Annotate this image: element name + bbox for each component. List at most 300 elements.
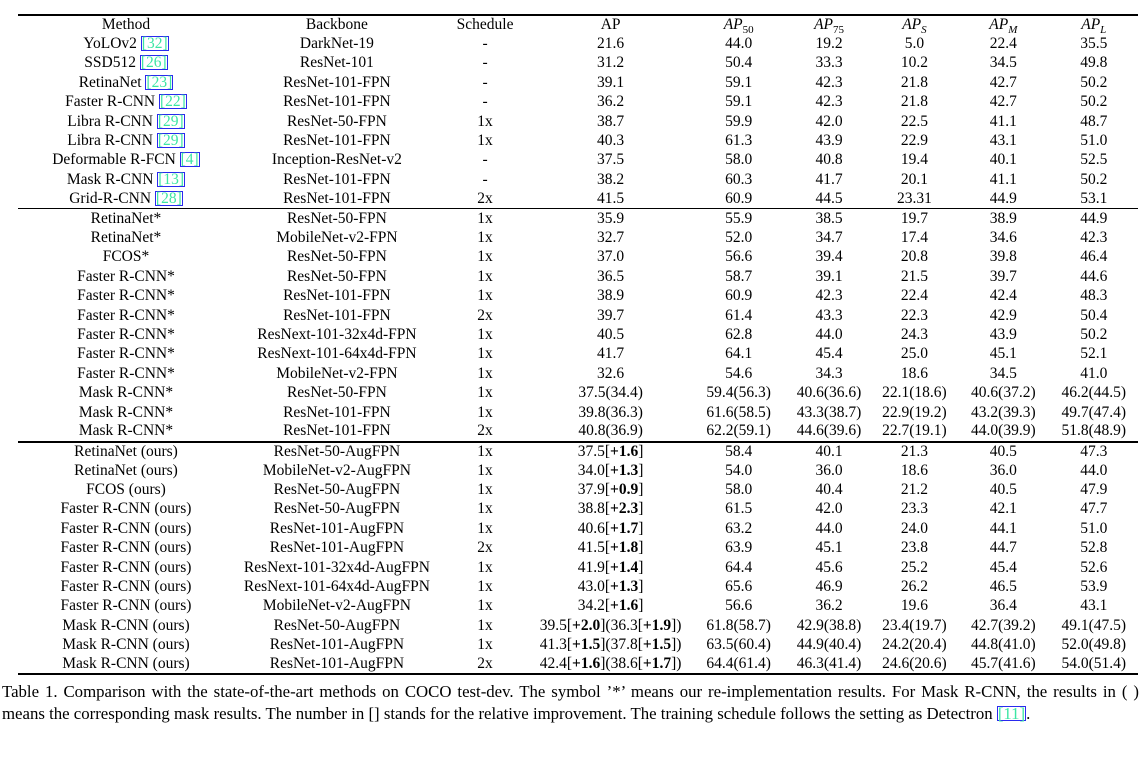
metric-cell: 34.0[+1.3] [577,461,644,479]
backbone-cell: ResNet-101-FPN [283,287,391,305]
backbone-cell: ResNet-101-AugFPN [269,636,405,654]
method-cell: FCOS (ours) [86,481,166,499]
backbone-cell: DarkNet-19 [299,35,374,53]
column-header-ap50: $AP_{50}$ [723,16,754,37]
backbone-cell: ResNet-50-FPN [286,248,387,266]
method-cell: Faster R-CNN* [77,364,175,382]
table-row [18,636,1138,655]
metric-cell: 50.2 [1080,93,1108,111]
backbone-cell: ResNet-50-FPN [286,384,387,402]
table-row [18,93,1138,112]
metric-cell: 44.0 [1080,461,1108,479]
backbone-cell: ResNet-50-AugFPN [273,616,401,634]
schedule-cell: 1x [477,558,493,576]
backbone-cell: ResNet-101-AugFPN [269,519,405,537]
method-cell: Faster R-CNN (ours) [60,500,192,518]
schedule-cell: - [482,35,488,53]
citation-link[interactable]: [29] [157,132,184,150]
metric-cell: 42.3 [815,73,843,91]
metric-cell: 53.9 [1080,578,1108,596]
table-row [18,422,1138,441]
column-header-backbone: Backbone [305,16,368,34]
method-cell: Faster R-CNN (ours) [60,539,192,557]
metric-cell: 38.5 [815,209,843,227]
schedule-cell: - [482,73,488,91]
metric-cell: 42.9(38.8) [796,616,862,634]
metric-cell: 59.9 [725,112,753,130]
metric-cell: 51.0 [1080,519,1108,537]
metric-cell: 41.0 [1080,364,1108,382]
metric-cell: 21.3 [900,442,928,460]
method-cell: Faster R-CNN* [77,287,175,305]
metric-cell: 61.3 [725,132,753,150]
metric-cell: 45.1 [989,345,1017,363]
metric-cell: 61.4 [725,306,753,324]
method-cell: Mask R-CNN* [78,403,174,421]
table-row [18,655,1138,674]
metric-cell: 25.0 [900,345,928,363]
metric-cell: 42.3 [815,93,843,111]
schedule-cell: 2x [477,422,493,440]
method-cell: Faster R-CNN* [77,267,175,285]
metric-cell: 21.8 [900,73,928,91]
metric-cell: 45.6 [815,558,843,576]
metric-cell: 22.7(19.1) [882,422,947,440]
method-cell: Faster R-CNN (ours) [60,597,192,615]
backbone-cell: MobileNet-v2-FPN [276,228,398,246]
method-cell: Libra R-CNN [29] [67,112,184,130]
metric-cell: 43.2(39.3) [971,403,1036,421]
table-row [18,306,1138,325]
backbone-cell: ResNet-50-FPN [286,267,387,285]
citation-link[interactable]: [26] [140,54,167,72]
metric-cell: 40.1 [989,151,1017,169]
backbone-cell: ResNet-50-AugFPN [273,442,401,460]
table-row [18,577,1138,596]
metric-cell: 51.0 [1080,132,1108,150]
method-cell: Faster R-CNN [22] [65,93,186,111]
metric-cell: 34.6 [989,228,1017,246]
metric-cell: 63.5(60.4) [706,636,771,654]
table-row [18,500,1138,519]
method-cell: SSD512 [26] [84,54,167,72]
column-header-aps: $AP_S$ [902,16,927,37]
metric-cell: 41.7 [597,345,625,363]
metric-cell: 39.1 [597,73,625,91]
method-cell: Libra R-CNN [29] [67,132,184,150]
backbone-cell: ResNext-101-64x4d-AugFPN [243,578,430,596]
metric-cell: 52.5 [1080,151,1108,169]
metric-cell: 58.7 [725,267,753,285]
schedule-cell: 1x [477,403,493,421]
metric-cell: 26.2 [900,578,928,596]
table-row [18,131,1138,150]
metric-cell: 38.9 [597,287,625,305]
schedule-cell: 1x [477,228,493,246]
backbone-cell: ResNet-101-FPN [283,189,391,207]
schedule-cell: 1x [477,384,493,402]
metric-cell: 20.1 [900,170,928,188]
table-row [18,73,1138,92]
citation-link[interactable]: [32] [141,35,168,53]
metric-cell: 24.0 [900,519,928,537]
metric-cell: 41.1 [989,112,1017,130]
column-header-ap75: $AP_{75}$ [814,16,845,37]
metric-cell: 36.4 [989,597,1017,615]
metric-cell: 59.1 [725,73,753,91]
method-cell: Mask R-CNN (ours) [62,616,190,634]
table-row [18,112,1138,131]
metric-cell: 60.9 [725,287,753,305]
method-cell: Mask R-CNN [13] [66,170,185,188]
metric-cell: 48.7 [1080,112,1108,130]
table-row [18,190,1138,209]
metric-cell: 42.3 [815,287,843,305]
metric-cell: 61.5 [725,500,753,518]
metric-cell: 41.3[+1.5](37.8[+1.5]) [539,636,682,654]
metric-cell: 50.2 [1080,170,1108,188]
metric-cell: 49.8 [1080,54,1108,72]
schedule-cell: 1x [477,636,493,654]
metric-cell: 38.7 [597,112,625,130]
method-cell: Mask R-CNN (ours) [62,655,190,673]
method-cell: RetinaNet [23] [78,73,173,91]
backbone-cell: ResNet-101-FPN [283,73,391,91]
citation-link[interactable]: [13] [158,170,185,188]
backbone-cell: ResNet-50-AugFPN [273,481,401,499]
metric-cell: 44.6(39.6) [796,422,862,440]
method-cell: Mask R-CNN* [78,422,174,440]
schedule-cell: 1x [477,364,493,382]
column-header-ap: AP [600,16,621,34]
schedule-cell: 1x [477,461,493,479]
method-cell: Faster R-CNN* [77,345,175,363]
schedule-cell: - [482,54,488,72]
metric-cell: 39.4 [815,248,843,266]
metric-cell: 62.2(59.1) [706,422,771,440]
citation-link[interactable]: [28] [155,189,182,207]
backbone-cell: ResNet-101-FPN [283,132,391,150]
column-header-schedule: Schedule [456,16,514,34]
table-row [18,558,1138,577]
metric-cell: 23.4(19.7) [882,616,947,634]
metric-cell: 40.5 [989,442,1017,460]
metric-cell: 60.3 [725,170,753,188]
method-cell: Faster R-CNN (ours) [60,558,192,576]
metric-cell: 43.3 [815,306,843,324]
metric-cell: 37.5[+1.6] [577,442,644,460]
metric-cell: 49.1(47.5) [1061,616,1127,634]
metric-cell: 50.4 [1080,306,1108,324]
schedule-cell: 1x [477,616,493,634]
metric-cell: 39.5[+2.0](36.3[+1.9]) [539,616,682,634]
method-cell: YoLOv2 [32] [83,35,168,53]
schedule-cell: 1x [477,442,493,460]
metric-cell: 42.3 [1080,228,1108,246]
citation-link[interactable]: [4] [180,151,199,169]
metric-cell: 46.9 [815,578,843,596]
metric-cell: 42.4 [989,287,1017,305]
metric-cell: 52.1 [1080,345,1108,363]
metric-cell: 39.7 [989,267,1017,285]
metric-cell: 47.9 [1080,481,1108,499]
schedule-cell: - [482,170,488,188]
table-row [18,442,1138,461]
metric-cell: 37.9[+0.9] [577,481,644,499]
schedule-cell: 1x [477,132,493,150]
results-table [18,14,1138,675]
metric-cell: 63.9 [725,539,753,557]
metric-cell: 22.3 [900,306,928,324]
metric-cell: 46.2(44.5) [1061,384,1127,402]
schedule-cell: 1x [477,481,493,499]
metric-cell: 45.7(41.6) [971,655,1036,673]
metric-cell: 46.3(41.4) [796,655,862,673]
schedule-cell: - [482,151,488,169]
metric-cell: 61.8(58.7) [706,616,771,634]
metric-cell: 38.8[+2.3] [577,500,644,518]
table-row [18,480,1138,499]
metric-cell: 44.9(40.4) [796,636,862,654]
column-header-apm: $AP_M$ [989,16,1018,37]
metric-cell: 36.0 [989,461,1017,479]
metric-cell: 58.0 [725,151,753,169]
schedule-cell: 2x [477,655,493,673]
backbone-cell: ResNext-101-32x4d-FPN [257,325,417,343]
metric-cell: 34.5 [989,364,1017,382]
metric-cell: 44.1 [989,519,1017,537]
metric-cell: 40.6(37.2) [971,384,1036,402]
metric-cell: 43.0[+1.3] [577,578,644,596]
metric-cell: 34.3 [815,364,843,382]
backbone-cell: ResNet-101-FPN [283,170,391,188]
metric-cell: 53.1 [1080,189,1108,207]
schedule-cell: 1x [477,519,493,537]
column-header-method: Method [101,16,151,34]
table-row [18,383,1138,402]
metric-cell: 24.3 [900,325,928,343]
method-cell: RetinaNet* [90,228,162,246]
backbone-cell: ResNet-101 [299,54,374,72]
column-header-apl: $AP_L$ [1081,16,1107,37]
metric-cell: 39.8 [989,248,1017,266]
metric-cell: 35.5 [1080,35,1108,53]
metric-cell: 33.3 [815,54,843,72]
metric-cell: 18.6 [900,364,928,382]
table-caption: Table 1. Comparison with the state-of-the-art methods on COCO test-dev. The symbol ’*’ means our re-implementation results. For Mask R-CNN, the results in ( ) means the corresponding mask results. The number in [] stands for the relative improvement. The training schedule follows the setting as Detectron [11]. [2,682,1139,724]
metric-cell: 17.4 [900,228,928,246]
metric-cell: 23.8 [900,539,928,557]
metric-cell: 36.2 [597,93,625,111]
metric-cell: 32.6 [597,364,625,382]
metric-cell: 48.3 [1080,287,1108,305]
metric-cell: 21.8 [900,93,928,111]
metric-cell: 44.0(39.9) [971,422,1036,440]
metric-cell: 20.8 [900,248,928,266]
metric-cell: 43.1 [989,132,1017,150]
metric-cell: 44.7 [989,539,1017,557]
metric-cell: 19.6 [900,597,928,615]
method-cell: Mask R-CNN (ours) [62,636,190,654]
schedule-cell: 1x [477,267,493,285]
metric-cell: 39.7 [597,306,625,324]
backbone-cell: ResNext-101-64x4d-FPN [257,345,417,363]
metric-cell: 61.6(58.5) [706,403,771,421]
metric-cell: 44.0 [815,325,843,343]
table-row [18,597,1138,616]
backbone-cell: ResNext-101-32x4d-AugFPN [243,558,430,576]
metric-cell: 22.1(18.6) [882,384,947,402]
metric-cell: 47.7 [1080,500,1108,518]
schedule-cell: 1x [477,112,493,130]
metric-cell: 58.0 [725,481,753,499]
metric-cell: 58.4 [725,442,753,460]
metric-cell: 10.2 [900,54,928,72]
metric-cell: 65.6 [725,578,753,596]
metric-cell: 37.5(34.4) [578,384,643,402]
metric-cell: 40.8 [815,151,843,169]
method-cell: RetinaNet* [90,209,162,227]
citation-link[interactable]: [29] [157,112,184,130]
schedule-cell: 1x [477,287,493,305]
metric-cell: 44.5 [815,189,843,207]
metric-cell: 40.5 [989,481,1017,499]
backbone-cell: MobileNet-v2-AugFPN [262,461,411,479]
citation-link[interactable]: [22] [159,93,186,111]
metric-cell: 22.9 [900,132,928,150]
metric-cell: 54.0(51.4) [1061,655,1127,673]
backbone-cell: ResNet-50-FPN [286,209,387,227]
table-row [18,519,1138,538]
schedule-cell: 1x [477,325,493,343]
metric-cell: 56.6 [725,248,753,266]
backbone-cell: ResNet-101-FPN [283,93,391,111]
metric-cell: 31.2 [597,54,625,72]
metric-cell: 39.8(36.3) [578,403,643,421]
schedule-cell: 1x [477,597,493,615]
metric-cell: 24.6(20.6) [882,655,947,673]
metric-cell: 38.9 [989,209,1017,227]
metric-cell: 42.7 [989,93,1017,111]
table-section-ours [18,442,1138,675]
metric-cell: 42.1 [989,500,1017,518]
metric-cell: 50.2 [1080,73,1108,91]
backbone-cell: ResNet-101-FPN [283,306,391,324]
table-row [18,54,1138,73]
metric-cell: 41.9[+1.4] [577,558,644,576]
metric-cell: 42.9 [989,306,1017,324]
table-row [18,151,1138,170]
table-row [18,209,1138,228]
backbone-cell: ResNet-101-FPN [283,403,391,421]
metric-cell: 34.7 [815,228,843,246]
metric-cell: 60.9 [725,189,753,207]
metric-cell: 24.2(20.4) [882,636,947,654]
metric-cell: 63.2 [725,519,753,537]
schedule-cell: 1x [477,248,493,266]
metric-cell: 44.6 [1080,267,1108,285]
metric-cell: 40.5 [597,325,625,343]
metric-cell: 43.3(38.7) [796,403,862,421]
metric-cell: 59.4(56.3) [706,384,771,402]
metric-cell: 23.31 [897,189,932,207]
metric-cell: 42.7(39.2) [971,616,1036,634]
metric-cell: 43.9 [815,132,843,150]
backbone-cell: ResNet-50-AugFPN [273,500,401,518]
schedule-cell: 1x [477,578,493,596]
metric-cell: 36.2 [815,597,843,615]
method-cell: Faster R-CNN* [77,306,175,324]
metric-cell: 51.8(48.9) [1061,422,1127,440]
method-cell: Deformable R-FCN [4] [52,151,199,169]
table-row [18,34,1138,53]
metric-cell: 41.1 [989,170,1017,188]
metric-cell: 45.4 [815,345,843,363]
metric-cell: 62.8 [725,325,753,343]
metric-cell: 22.5 [900,112,928,130]
metric-cell: 42.0 [815,500,843,518]
metric-cell: 39.1 [815,267,843,285]
metric-cell: 19.7 [900,209,928,227]
schedule-cell: 1x [477,500,493,518]
metric-cell: 42.4[+1.6](38.6[+1.7]) [539,655,682,673]
metric-cell: 40.6[+1.7] [577,519,644,537]
metric-cell: 64.4 [725,558,753,576]
metric-cell: 19.4 [900,151,928,169]
method-cell: RetinaNet (ours) [74,461,178,479]
citation-link[interactable]: [23] [146,73,173,91]
metric-cell: 41.5[+1.8] [577,539,644,557]
metric-cell: 22.9(19.2) [882,403,947,421]
metric-cell: 38.2 [597,170,625,188]
schedule-cell: 2x [477,189,493,207]
table-section-state-of-the-art [18,34,1138,209]
metric-cell: 22.4 [989,35,1017,53]
metric-cell: 55.9 [725,209,753,227]
citation-link[interactable]: [11] [997,704,1026,724]
metric-cell: 22.4 [900,287,928,305]
metric-cell: 54.0 [725,461,753,479]
metric-cell: 21.5 [900,267,928,285]
metric-cell: 40.6(36.6) [796,384,862,402]
metric-cell: 37.0 [597,248,625,266]
metric-cell: 44.8(41.0) [971,636,1036,654]
backbone-cell: ResNet-101-AugFPN [269,655,405,673]
metric-cell: 43.1 [1080,597,1108,615]
backbone-cell: ResNet-101-AugFPN [269,539,405,557]
metric-cell: 18.6 [900,461,928,479]
metric-cell: 54.6 [725,364,753,382]
table-row [18,461,1138,480]
metric-cell: 64.1 [725,345,753,363]
backbone-cell: MobileNet-v2-FPN [276,364,398,382]
metric-cell: 40.3 [597,132,625,150]
metric-cell: 45.4 [989,558,1017,576]
metric-cell: 44.9 [1080,209,1108,227]
method-cell: FCOS* [102,248,150,266]
metric-cell: 42.0 [815,112,843,130]
table-row [18,403,1138,422]
metric-cell: 46.4 [1080,248,1108,266]
metric-cell: 40.4 [815,481,843,499]
metric-cell: 21.2 [900,481,928,499]
backbone-cell: ResNet-101-FPN [283,422,391,440]
metric-cell: 36.5 [597,267,625,285]
metric-cell: 50.4 [725,54,753,72]
metric-cell: 19.2 [815,35,843,53]
metric-cell: 56.6 [725,597,753,615]
table-row [18,267,1138,286]
